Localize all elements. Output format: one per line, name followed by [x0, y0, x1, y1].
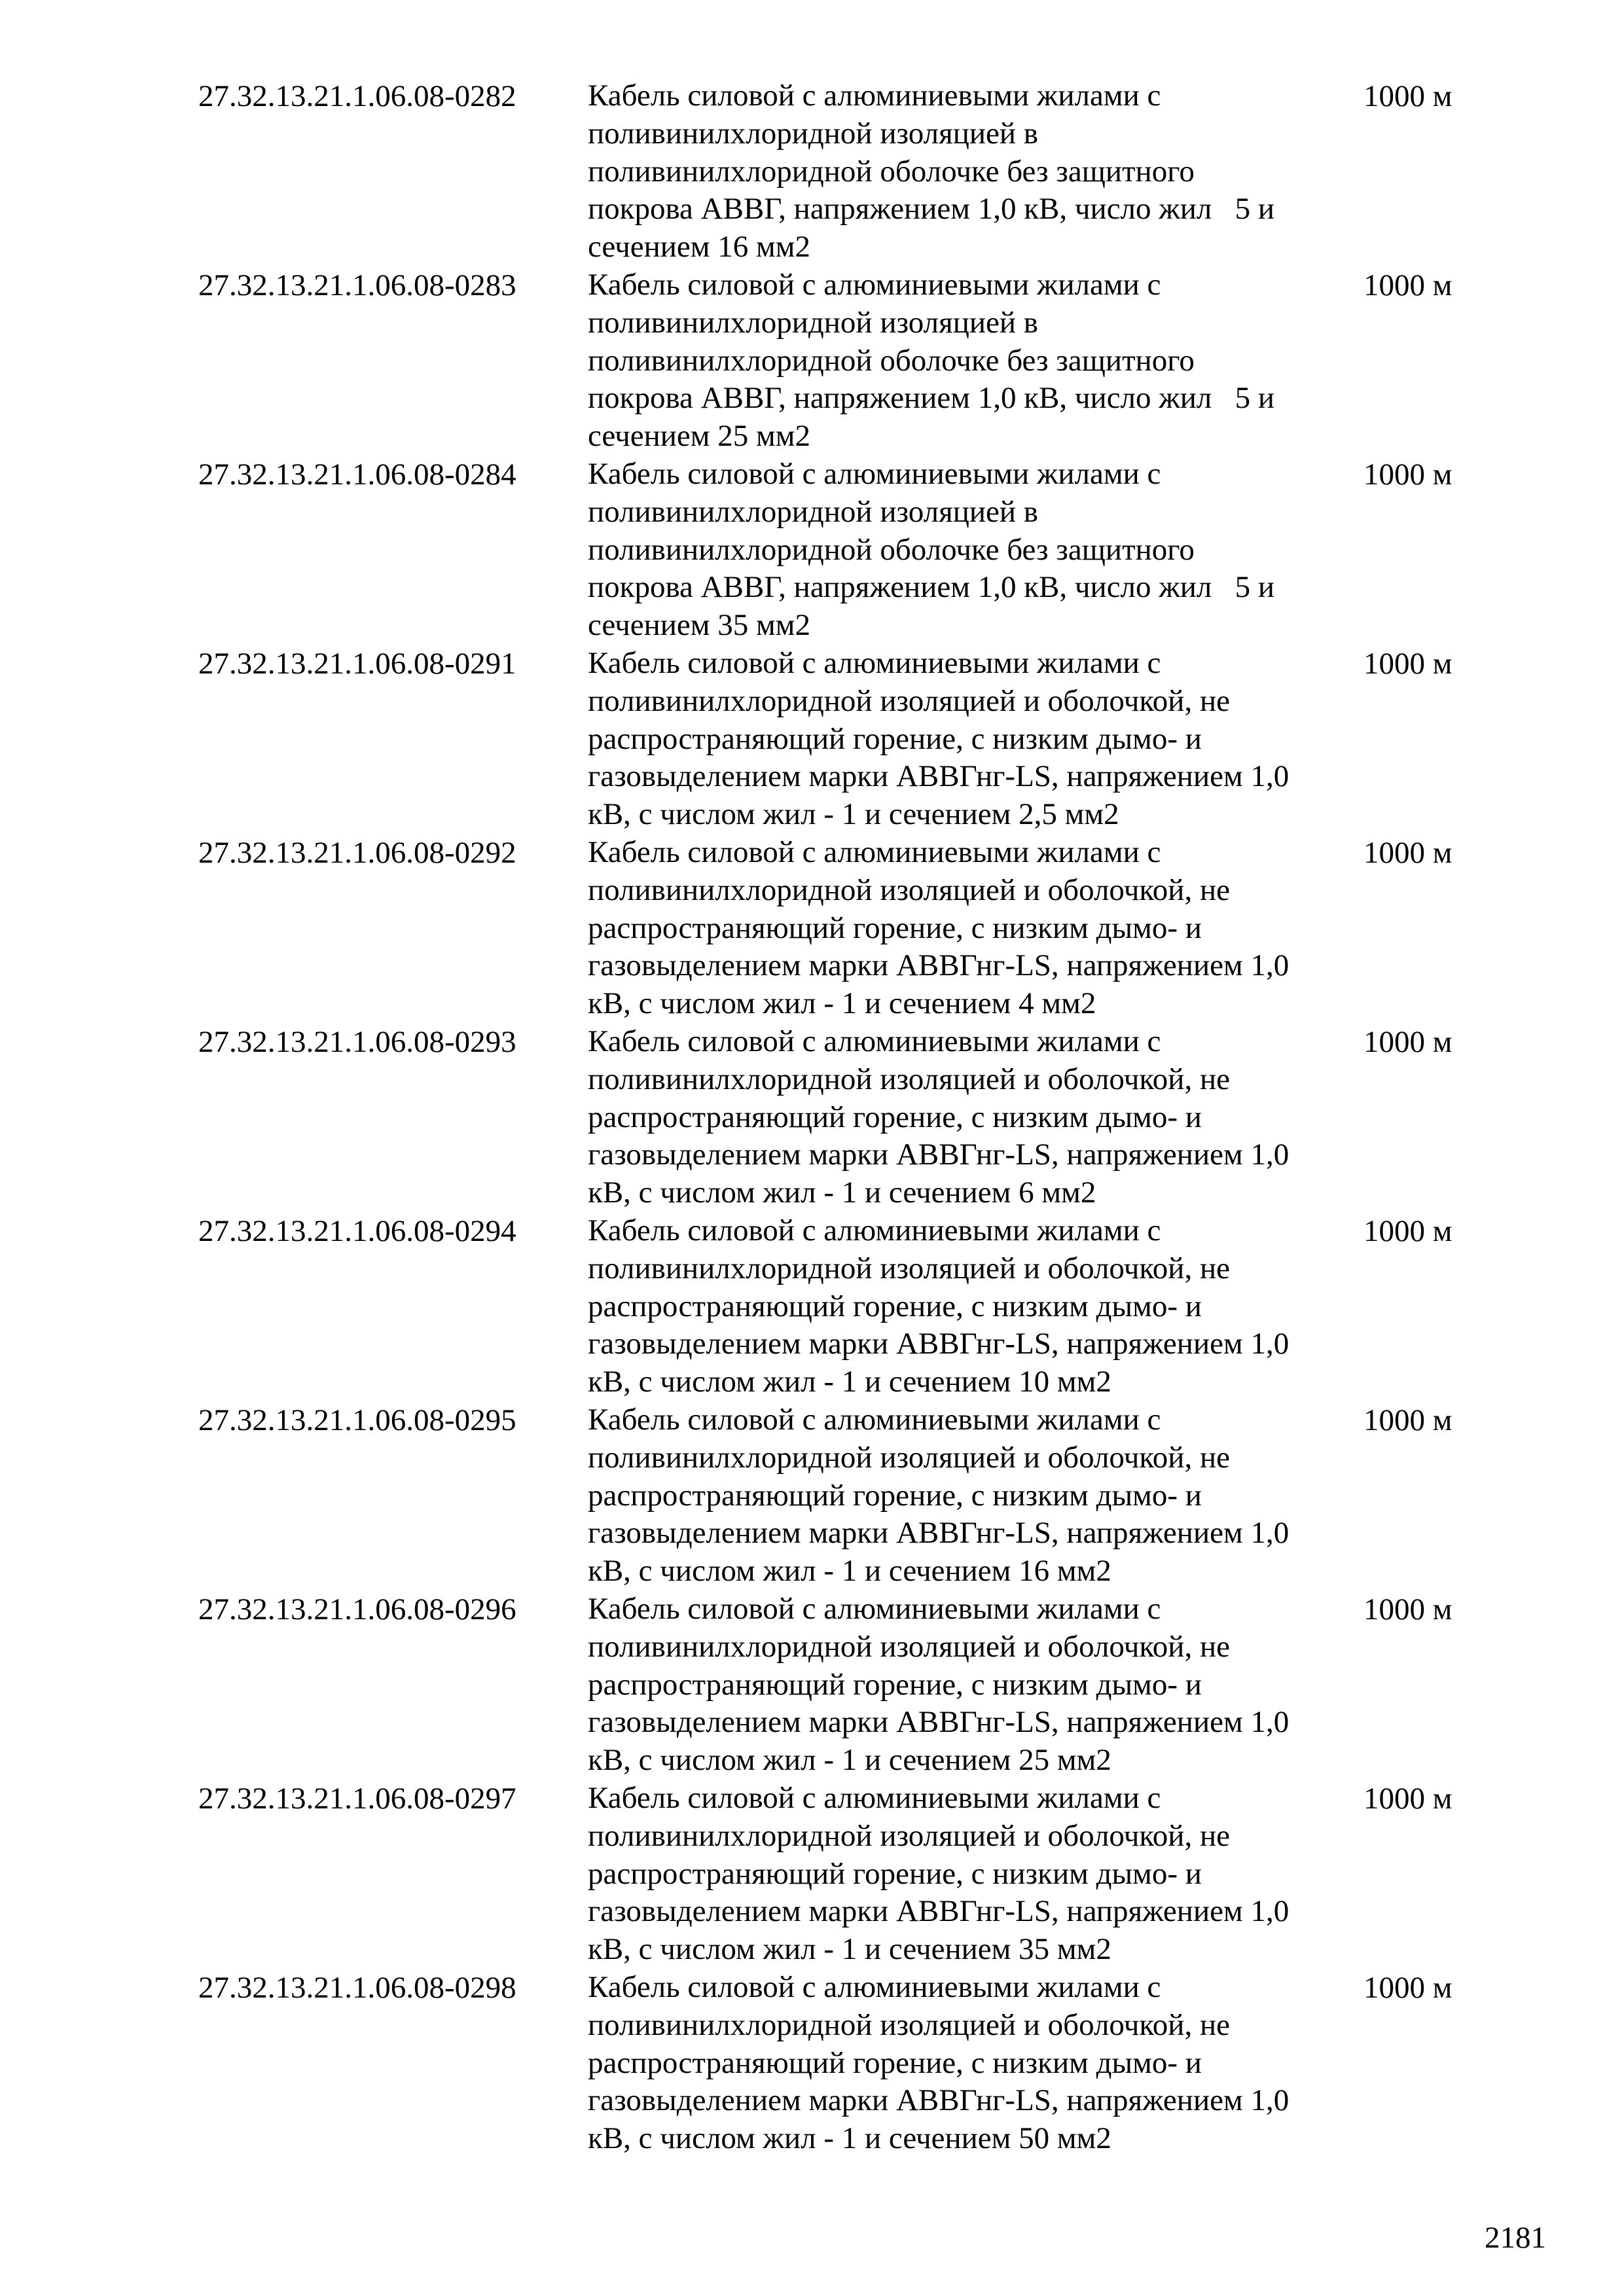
description-line: распространяющий горение, с низким дымо- и	[588, 1289, 1202, 1323]
resource-code: 27.32.13.21.1.06.08-0282	[198, 79, 516, 113]
description-line: газовыделением марки АВВГнг-LS, напряжением 1,0	[588, 1327, 1290, 1361]
unit-of-measure: 1000 м	[1363, 647, 1453, 681]
resource-code: 27.32.13.21.1.06.08-0292	[198, 836, 516, 870]
catalog-entry	[198, 1780, 1481, 1969]
description-line: покрова АВВГ, напряжением 1,0 кВ, число жил 5 и	[588, 570, 1274, 605]
resource-code: 27.32.13.21.1.06.08-0296	[198, 1592, 516, 1626]
description-line: Кабель силовой с алюминиевыми жилами с	[588, 1592, 1161, 1626]
catalog-entry	[198, 1969, 1481, 2158]
resource-description	[588, 456, 1360, 645]
catalog-entry	[198, 266, 1481, 456]
catalog-entry-list	[198, 77, 1481, 2158]
resource-description	[588, 266, 1360, 456]
description-line: газовыделением марки АВВГнг-LS, напряжением 1,0	[588, 1138, 1290, 1172]
description-line: распространяющий горение, с низким дымо- и	[588, 721, 1202, 756]
description-line: кВ, с числом жил - 1 и сечением 35 мм2	[588, 1932, 1111, 1967]
resource-description	[588, 1212, 1360, 1401]
description-line: Кабель силовой с алюминиевыми жилами с	[588, 268, 1161, 302]
description-line: покрова АВВГ, напряжением 1,0 кВ, число жил 5 и	[588, 381, 1274, 416]
catalog-entry	[198, 456, 1481, 645]
resource-description	[588, 834, 1360, 1023]
resource-code: 27.32.13.21.1.06.08-0297	[198, 1782, 516, 1816]
catalog-entry	[198, 1023, 1481, 1212]
description-line: поливинилхлоридной изоляцией в	[588, 116, 1038, 151]
description-line: распространяющий горение, с низким дымо- и	[588, 910, 1202, 945]
unit-of-measure: 1000 м	[1363, 79, 1453, 113]
description-line: распространяющий горение, с низким дымо- и	[588, 1100, 1202, 1134]
resource-code: 27.32.13.21.1.06.08-0283	[198, 268, 516, 302]
catalog-entry	[198, 645, 1481, 834]
description-line: поливинилхлоридной изоляцией и оболочкой, не	[588, 872, 1230, 907]
description-line: кВ, с числом жил - 1 и сечением 25 мм2	[588, 1743, 1111, 1778]
resource-description	[588, 77, 1360, 266]
description-line: кВ, с числом жил - 1 и сечением 2,5 мм2	[588, 797, 1119, 832]
description-line: распространяющий горение, с низким дымо- и	[588, 1856, 1202, 1891]
resource-code: 27.32.13.21.1.06.08-0291	[198, 647, 516, 681]
resource-description	[588, 1969, 1360, 2158]
description-line: поливинилхлоридной оболочке без защитного	[588, 343, 1195, 378]
resource-description	[588, 1023, 1360, 1212]
description-line: сечением 35 мм2	[588, 608, 811, 643]
description-line: покрова АВВГ, напряжением 1,0 кВ, число жил 5 и	[588, 192, 1274, 226]
catalog-entry	[198, 1212, 1481, 1401]
description-line: Кабель силовой с алюминиевыми жилами с	[588, 646, 1161, 680]
description-line: Кабель силовой с алюминиевыми жилами с	[588, 1781, 1161, 1815]
description-line: поливинилхлоридной изоляцией и оболочкой, не	[588, 1818, 1230, 1853]
description-line: сечением 25 мм2	[588, 419, 811, 454]
description-line: поливинилхлоридной изоляцией и оболочкой, не	[588, 683, 1230, 718]
unit-of-measure: 1000 м	[1363, 1025, 1453, 1059]
description-line: кВ, с числом жил - 1 и сечением 10 мм2	[588, 1365, 1111, 1399]
description-line: распространяющий горение, с низким дымо- и	[588, 1478, 1202, 1513]
description-line: кВ, с числом жил - 1 и сечением 6 мм2	[588, 1175, 1096, 1210]
unit-of-measure: 1000 м	[1363, 268, 1453, 302]
description-line: Кабель силовой с алюминиевыми жилами с	[588, 79, 1161, 113]
description-line: газовыделением марки АВВГнг-LS, напряжением 1,0	[588, 2083, 1290, 2118]
description-line: поливинилхлоридной изоляцией и оболочкой, не	[588, 1629, 1230, 1664]
description-line: Кабель силовой с алюминиевыми жилами с	[588, 835, 1161, 869]
page-number: 2181	[1485, 2221, 1546, 2255]
catalog-entry	[198, 1590, 1481, 1780]
description-line: поливинилхлоридной изоляцией и оболочкой, не	[588, 1251, 1230, 1285]
unit-of-measure: 1000 м	[1363, 1971, 1453, 2005]
unit-of-measure: 1000 м	[1363, 1214, 1453, 1248]
description-line: поливинилхлоридной изоляцией в	[588, 494, 1038, 529]
description-line: Кабель силовой с алюминиевыми жилами с	[588, 1024, 1161, 1058]
resource-description	[588, 645, 1360, 834]
description-line: Кабель силовой с алюминиевыми жилами с	[588, 1213, 1161, 1247]
description-line: сечением 16 мм2	[588, 230, 811, 264]
description-line: газовыделением марки АВВГнг-LS, напряжением 1,0	[588, 1894, 1290, 1929]
description-line: поливинилхлоридной оболочке без защитного	[588, 154, 1195, 188]
description-line: газовыделением марки АВВГнг-LS, напряжением 1,0	[588, 1705, 1290, 1740]
description-line: кВ, с числом жил - 1 и сечением 50 мм2	[588, 2121, 1111, 2156]
description-line: поливинилхлоридной изоляцией и оболочкой, не	[588, 1062, 1230, 1096]
resource-description	[588, 1401, 1360, 1590]
catalog-entry	[198, 1401, 1481, 1590]
description-line: Кабель силовой с алюминиевыми жилами с	[588, 1403, 1161, 1437]
resource-code: 27.32.13.21.1.06.08-0294	[198, 1214, 516, 1248]
resource-description	[588, 1590, 1360, 1780]
unit-of-measure: 1000 м	[1363, 1782, 1453, 1816]
description-line: газовыделением марки АВВГнг-LS, напряжением 1,0	[588, 759, 1290, 794]
description-line: газовыделением марки АВВГнг-LS, напряжением 1,0	[588, 948, 1290, 983]
resource-code: 27.32.13.21.1.06.08-0295	[198, 1403, 516, 1437]
description-line: поливинилхлоридной изоляцией и оболочкой, не	[588, 1440, 1230, 1475]
unit-of-measure: 1000 м	[1363, 457, 1453, 492]
description-line: Кабель силовой с алюминиевыми жилами с	[588, 457, 1161, 491]
resource-code: 27.32.13.21.1.06.08-0284	[198, 457, 516, 492]
description-line: Кабель силовой с алюминиевыми жилами с	[588, 1970, 1161, 2004]
description-line: поливинилхлоридной оболочке без защитного	[588, 532, 1195, 567]
unit-of-measure: 1000 м	[1363, 1403, 1453, 1437]
unit-of-measure: 1000 м	[1363, 836, 1453, 870]
description-line: кВ, с числом жил - 1 и сечением 4 мм2	[588, 986, 1096, 1021]
resource-code: 27.32.13.21.1.06.08-0298	[198, 1971, 516, 2005]
catalog-entry	[198, 834, 1481, 1023]
description-line: кВ, с числом жил - 1 и сечением 16 мм2	[588, 1554, 1111, 1588]
unit-of-measure: 1000 м	[1363, 1592, 1453, 1626]
catalog-entry	[198, 77, 1481, 266]
description-line: распространяющий горение, с низким дымо- и	[588, 1667, 1202, 1702]
description-line: поливинилхлоридной изоляцией и оболочкой, не	[588, 2007, 1230, 2042]
resource-description	[588, 1780, 1360, 1969]
description-line: распространяющий горение, с низким дымо- и	[588, 2045, 1202, 2080]
description-line: поливинилхлоридной изоляцией в	[588, 305, 1038, 340]
description-line: газовыделением марки АВВГнг-LS, напряжением 1,0	[588, 1516, 1290, 1551]
resource-code: 27.32.13.21.1.06.08-0293	[198, 1025, 516, 1059]
